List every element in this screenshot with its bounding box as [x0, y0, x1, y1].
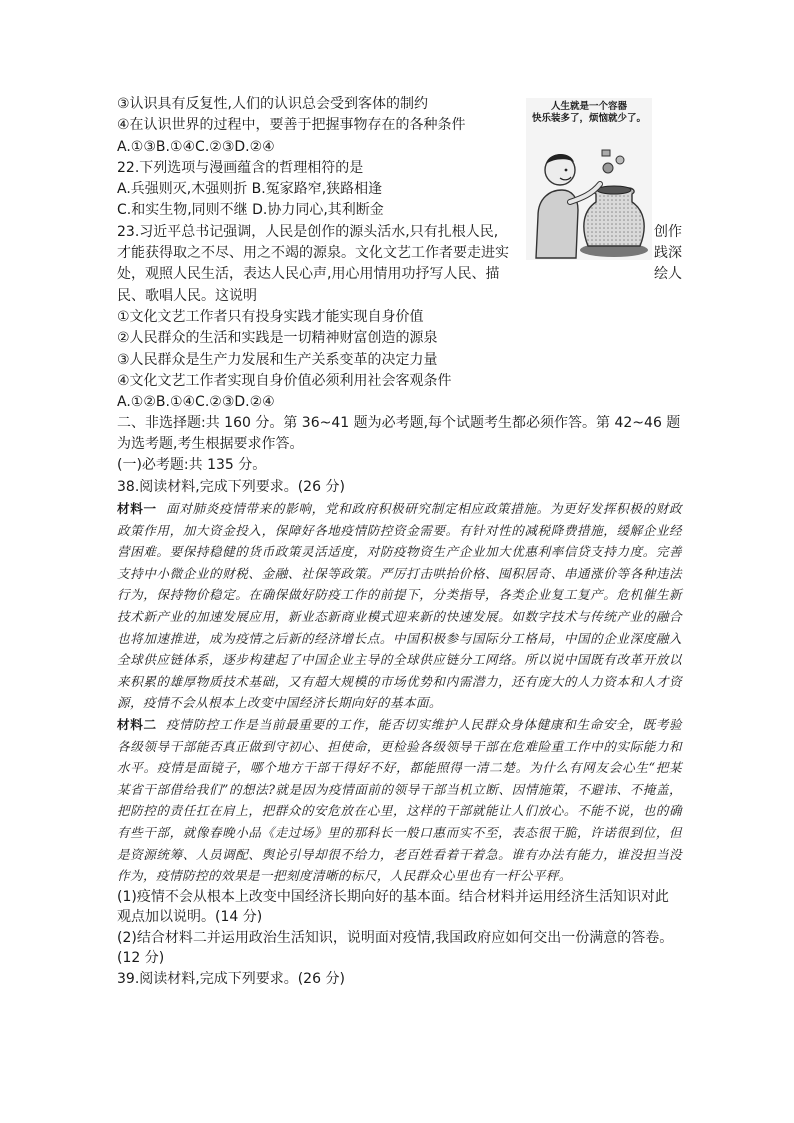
material-2-text: 疫情防控工作是当前最重要的工作，能否切实维护人民群众身体健康和生命安全，既考验各级领导干部能否真正做到守初心、担使命，更检验各级领导干部在危难险重工作中的实际能力和水平。疫情是面镜子，哪个地方干部干得好不好，都能照得一清二楚。为什么有网友会心生“把某某省干部借给我们”的想法?就是因为疫情面前的领导干部当机立断、因情施策，不避讳、不掩盖，把防控的责任扛在肩上，把群众的安危放在心里，这样的干部就能让人们放心。不能不说，也的确有些干部，就像春晚小品《走过场》里的那科长一般口惠而实不至，表态很干脆，许诺很到位，但是资源统筹、人员调配、舆论引导却很不给力，老百姓看着干着急。谁有办法有能力，谁没担当没作为，疫情防控的效果是一把刻度清晰的标尺，人民群众心里也有一杆公平秤。: [117, 716, 682, 884]
q23-stem-line: [117, 264, 682, 285]
material-1-text: 面对肺炎疫情带来的影响，党和政府积极研究制定相应政策措施。为更好发挥积极的财政政策作用，加大资金投入，保障好各地疫情防控资金需要。有针对性的减税降费措施，缓解企业经营困难。要保持稳健的货币政策灵活适度，对防疫物资生产企业加大优惠利率信贷支持力度。完善支持中小微企业的财税、金融、社保等政策。严厉打击哄抬价格、囤积居奇、串通涨价等各种违法行为，保持物价稳定。在确保做好防疫工作的前提下，分类指导，各类企业复工复产。危机催生新技术新产业的加速发展应用，新业态新商业模式迎来新的快速发展。如数字技术与传统产业的融合也将加速推进，成为疫情之后新的经济增长点。中国积极参与国际分工格局，中国的企业深度融入全球供应链体系，逐步构建起了中国企业主导的全球供应链分工网络。所以说中国既有改革开放以来积累的雄厚物质技术基础，又有超大规模的市场优势和内需潜力，还有庞大的人力资本和人才资源，疫情不会从根本上改变中国经济长期向好的基本面。: [117, 501, 682, 711]
q23-stem-line: [117, 222, 682, 243]
q23-option-1: ①文化文艺工作者只有投身实践才能实现自身价值: [117, 308, 424, 325]
q23-answer-choices: A.①②B.①④C.②③D.②④: [117, 394, 275, 411]
q21-answer-choices: A.①③B.①④C.②③D.②④: [117, 138, 275, 155]
q39-title: 39.阅读材料,完成下列要求。(26 分): [117, 970, 345, 987]
exam-page: [117, 94, 682, 990]
material-1: [117, 498, 682, 714]
q22-options-cd: C.和实生物,同则不继 D.协力同心,其利断金: [117, 202, 384, 219]
q23-option-2: ②人民群众的生活和实践是一切精神财富创造的源泉: [117, 330, 438, 347]
q23-stem-left: 处，观照人民生活，表达人民心声,用心用情用功抒写人民、描: [117, 266, 500, 283]
q23-stem-line: [117, 243, 682, 264]
material-2: [117, 714, 682, 887]
q23-stem-left: 才能获得取之不尽、用之不竭的源泉。文化文艺工作者要走进实: [117, 245, 509, 262]
q38-subquestion-2: (2)结合材料二并运用政治生活知识，说明面对疫情,我国政府应如何交出一份满意的答卷。(12 分): [117, 929, 674, 967]
q23-stem-right: 绘人: [654, 266, 682, 283]
q23-option-3: ③人民群众是生产力发展和生产关系变革的决定力量: [117, 351, 438, 368]
q23-option-4: ④文化文艺工作者实现自身价值必须利用社会客观条件: [117, 372, 452, 389]
q22-options-ab: A.兵强则灭,木强则折 B.冤家路窄,狭路相逢: [117, 181, 383, 198]
q38-title: 38.阅读材料,完成下列要求。(26 分): [117, 478, 345, 495]
q23-stem-right: 创作: [654, 223, 682, 240]
required-section-label: (一)必考题:共 135 分。: [117, 457, 267, 474]
cartoon-caption-line2: 快乐装多了，烦恼就少了。: [531, 113, 646, 124]
q23-stem-right: 践深: [654, 245, 682, 262]
q23-stem-last-line: 民、歌唱人民。这说明: [117, 287, 257, 304]
section-2-header: 二、非选择题:共 160 分。第 36~41 题为必考题,每个试题考生都必须作答。第 42~46 题为选考题,考生根据要求作答。: [117, 415, 681, 453]
material-2-tag: 材料二: [117, 716, 157, 732]
material-1-tag: 材料一: [117, 501, 157, 517]
q22-stem: 22.下列选项与漫画蕴含的哲理相符的是: [117, 159, 364, 176]
q38-subquestion-1: (1)疫情不会从根本上改变中国经济长期向好的基本面。结合材料并运用经济生活知识对此观点加以说明。(14 分): [117, 888, 669, 926]
q23-stem-left: 23.习近平总书记强调，人民是创作的源头活水,只有扎根人民,: [117, 223, 499, 240]
q23-stem: [117, 222, 682, 307]
cartoon-caption-line1: 人生就是一个容器: [550, 101, 627, 112]
q21-option-4: ④在认识世界的过程中，要善于把握事物存在的各种条件: [117, 117, 466, 134]
q21-option-3: ③认识具有反复性,人们的认识总会受到客体的制约: [117, 96, 428, 112]
